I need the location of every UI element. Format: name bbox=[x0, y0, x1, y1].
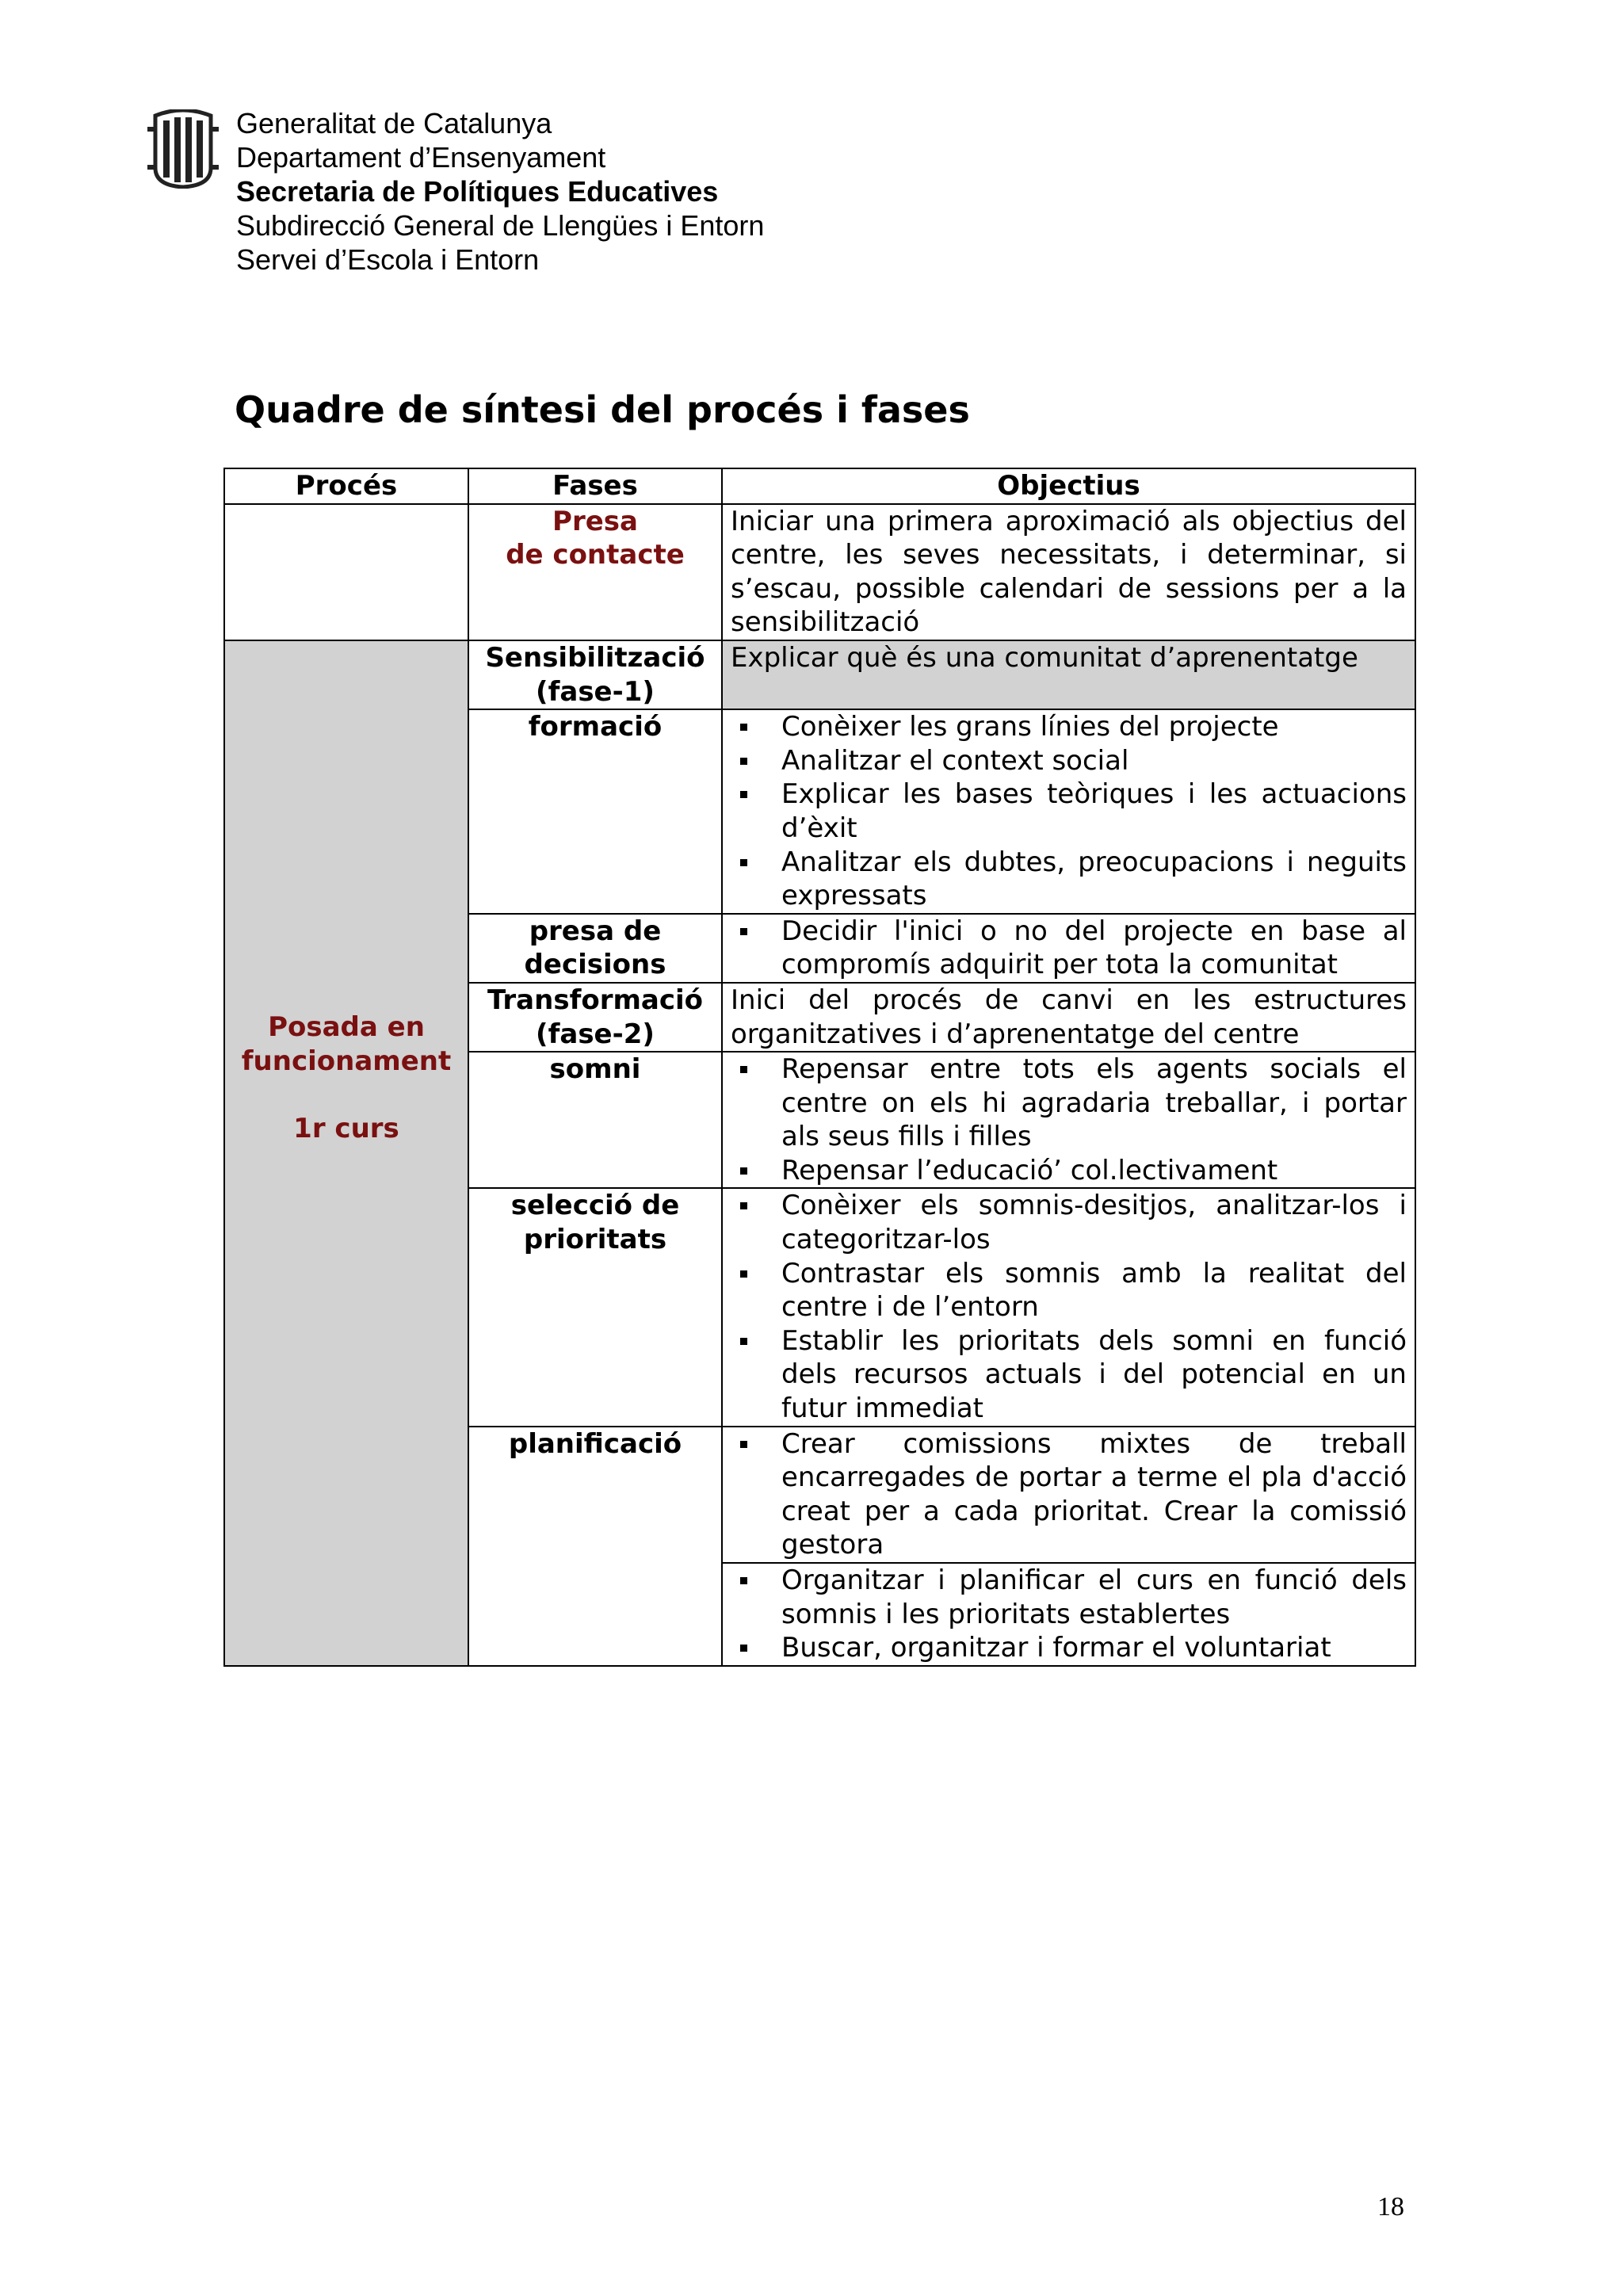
objective-cell bbox=[722, 1052, 1415, 1188]
phase-cell: somni bbox=[468, 1052, 722, 1188]
phase-label: Transformació bbox=[487, 984, 704, 1016]
list-item: Repensar l’educació’ col.lectivament bbox=[731, 1154, 1407, 1188]
synthesis-table bbox=[223, 468, 1416, 1667]
list-item: Establir les prioritats dels somni en funció dels recursos actuals i del potencial en un futur immediat bbox=[731, 1324, 1407, 1426]
process-label: Posada en bbox=[268, 1010, 425, 1043]
phase-cell: planificació bbox=[468, 1427, 722, 1666]
list-item: Buscar, organitzar i formar el voluntariat bbox=[731, 1631, 1407, 1665]
objective-cell bbox=[722, 1427, 1415, 1563]
phase-cell bbox=[468, 640, 722, 709]
list-item: Repensar entre tots els agents socials el centre on els hi agradaria treballar, i portar als seus fills i filles bbox=[731, 1052, 1407, 1154]
phase-label: Presa bbox=[552, 505, 638, 537]
list-item: Explicar les bases teòriques i les actuacions d’èxit bbox=[731, 777, 1407, 845]
phase-label: presa de bbox=[529, 915, 662, 947]
phase-label: decisions bbox=[524, 949, 666, 981]
phase-cell: formació bbox=[468, 709, 722, 914]
objective-cell bbox=[722, 709, 1415, 914]
table-header-row bbox=[224, 468, 1415, 504]
list-item: Conèixer els somnis-desitjos, analitzar-los i categoritzar-los bbox=[731, 1189, 1407, 1256]
list-item: Organitzar i planificar el curs en funció dels somnis i les prioritats establertes bbox=[731, 1564, 1407, 1631]
objective-cell: Explicar què és una comunitat d’aprenentatge bbox=[722, 640, 1415, 709]
header-line-1: Generalitat de Catalunya bbox=[236, 107, 552, 139]
table-row bbox=[224, 504, 1415, 640]
process-label: funcionament bbox=[241, 1045, 452, 1077]
list-item: Conèixer les grans línies del projecte bbox=[731, 710, 1407, 744]
page-number: 18 bbox=[1377, 2192, 1404, 2222]
list-item: Crear comissions mixtes de treball encarregades de portar a terme el pla d'acció creat per a cada prioritat. Crear la comissió gestora bbox=[731, 1427, 1407, 1562]
phase-cell bbox=[468, 983, 722, 1052]
phase-cell bbox=[468, 914, 722, 983]
objective-cell bbox=[722, 1563, 1415, 1666]
process-year: 1r curs bbox=[293, 1112, 399, 1144]
generalitat-logo-icon bbox=[147, 109, 219, 189]
process-cell bbox=[224, 640, 468, 1666]
header-line-3: Secretaria de Polítiques Educatives bbox=[236, 175, 719, 208]
objective-cell bbox=[722, 1188, 1415, 1426]
list-item: Decidir l'inici o no del projecte en base al compromís adquirit per tota la comunitat bbox=[731, 915, 1407, 982]
phase-label: prioritats bbox=[523, 1224, 667, 1256]
objective-cell bbox=[722, 914, 1415, 983]
objective-cell: Iniciar una primera aproximació als objectius del centre, les seves necessitats, i determinar, si s’escau, possible calendari de sessions per a la sensibilització bbox=[722, 504, 1415, 640]
phase-label: de contacte bbox=[506, 539, 685, 571]
phase-cell bbox=[468, 504, 722, 640]
header-line-5: Servei d’Escola i Entorn bbox=[236, 243, 540, 276]
phase-label: (fase-1) bbox=[536, 675, 655, 708]
list-item: Contrastar els somnis amb la realitat del centre i de l’entorn bbox=[731, 1257, 1407, 1324]
phase-label: selecció de bbox=[510, 1190, 680, 1222]
phase-label: Sensibilització bbox=[485, 641, 705, 674]
page-title: Quadre de síntesi del procés i fases bbox=[235, 388, 970, 431]
header-fases: Fases bbox=[468, 468, 722, 504]
empty-process-cell bbox=[224, 504, 468, 640]
list-item: Analitzar els dubtes, preocupacions i neguits expressats bbox=[731, 846, 1407, 913]
table-row bbox=[224, 640, 1415, 709]
header-proces: Procés bbox=[224, 468, 468, 504]
header-objectius: Objectius bbox=[722, 468, 1415, 504]
phase-label: (fase-2) bbox=[536, 1018, 655, 1050]
objective-cell: Inici del procés de canvi en les estructures organitzatives i d’aprenentatge del centre bbox=[722, 983, 1415, 1052]
header-line-2: Departament d’Ensenyament bbox=[236, 141, 606, 174]
header-line-4: Subdirecció General de Llengües i Entorn bbox=[236, 209, 765, 242]
list-item: Analitzar el context social bbox=[731, 744, 1407, 778]
phase-cell bbox=[468, 1188, 722, 1426]
